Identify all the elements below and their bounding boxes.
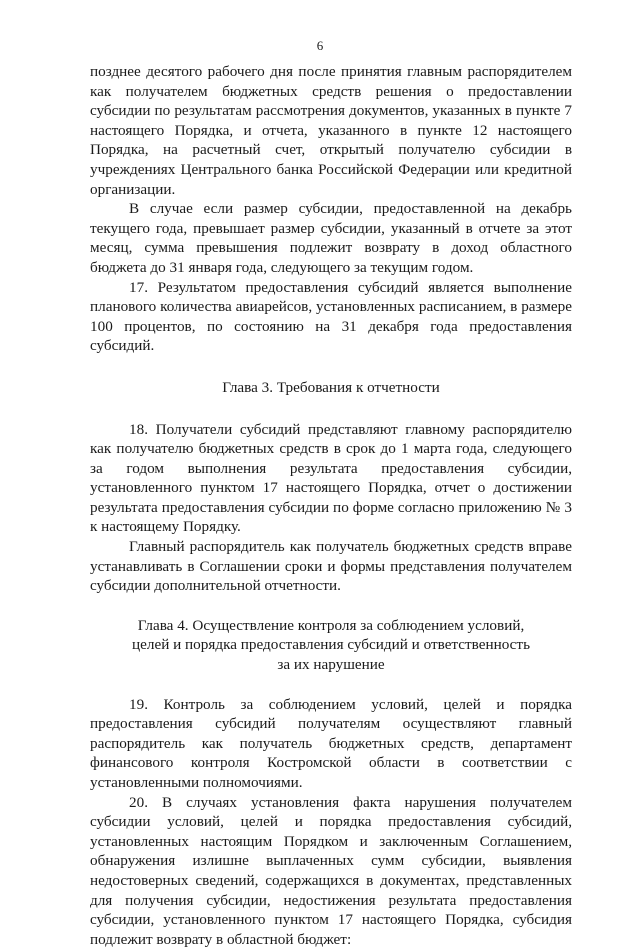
- paragraph-item-17: 17. Результатом предоставления субсидий является выполнение планового количества авиарейсов, установленных расписанием, в размере 100 процентов, по состоянию на 31 декабря года предоставления субсидий.: [90, 278, 572, 355]
- paragraph-additional-reporting: Главный распорядитель как получатель бюджетных средств вправе устанавливать в Соглашении сроки и формы представления получателем субсидии дополнительной отчетности.: [90, 538, 572, 595]
- paragraph-december-excess: В случае если размер субсидии, предоставленной на декабрь текущего года, превышает размер субсидии, указанный в отчете за этот месяц, сумма превышения подлежит возврату в доход областного бюджета до 31 января года, следующего за текущим годом.: [90, 200, 572, 276]
- paragraph-item-18: 18. Получатели субсидий представляют главному распорядителю как получателю бюджетных средств в срок до 1 марта года, следующего за годом выполнения результата предоставления субсидии, установленного пунктом 17 настоящего Порядка, отчет о достижении результата предоставления субсидии по форме согласно приложению № 3 к настоящему Порядку.: [90, 420, 572, 536]
- page-body: [90, 62, 572, 949]
- chapter-3-heading: Глава 3. Требования к отчетности: [222, 378, 440, 396]
- chapter-4-heading-line-3: за их нарушение: [277, 656, 385, 674]
- paragraph-item-20: 20. В случаях установления факта нарушения получателем субсидии условий, целей и порядка предоставления субсидий, установленных настоящим Порядком и заключенным Соглашением, обнаружения излишне выплаченных сумм субсидии, выявления недостоверных сведений, содержащихся в документах, представленных для получения субсидии, недостижения результата предоставления субсидии, установленного пунктом 17 настоящего Порядка, субсидия подлежит возврату в областной бюджет:: [90, 793, 572, 948]
- paragraph-item-19: 19. Контроль за соблюдением условий, целей и порядка предоставления субсидий получателям осуществляют главный распорядитель как получатель бюджетных средств, департамент финансового контроля Костромской области в соответствии с установленными полномочиями.: [90, 695, 572, 791]
- chapter-4-heading-line-1: Глава 4. Осуществление контроля за соблюдением условий,: [137, 616, 525, 634]
- paragraph-continuation: позднее десятого рабочего дня после принятия главным распорядителем как получателем бюджетных средств решения о предоставлении субсидии по результатам рассмотрения документов, указанных в пункте 7 настоящего Порядка, и отчета, указанного в пункте 12 настоящего Порядка, на расчетный счет, открытый получателю субсидии в учреждениях Центрального банка Российской Федерации или кредитной организации.: [90, 63, 572, 198]
- chapter-4-heading-line-2: целей и порядка предоставления субсидий и ответственность: [132, 636, 530, 654]
- page-number: 6: [316, 38, 324, 53]
